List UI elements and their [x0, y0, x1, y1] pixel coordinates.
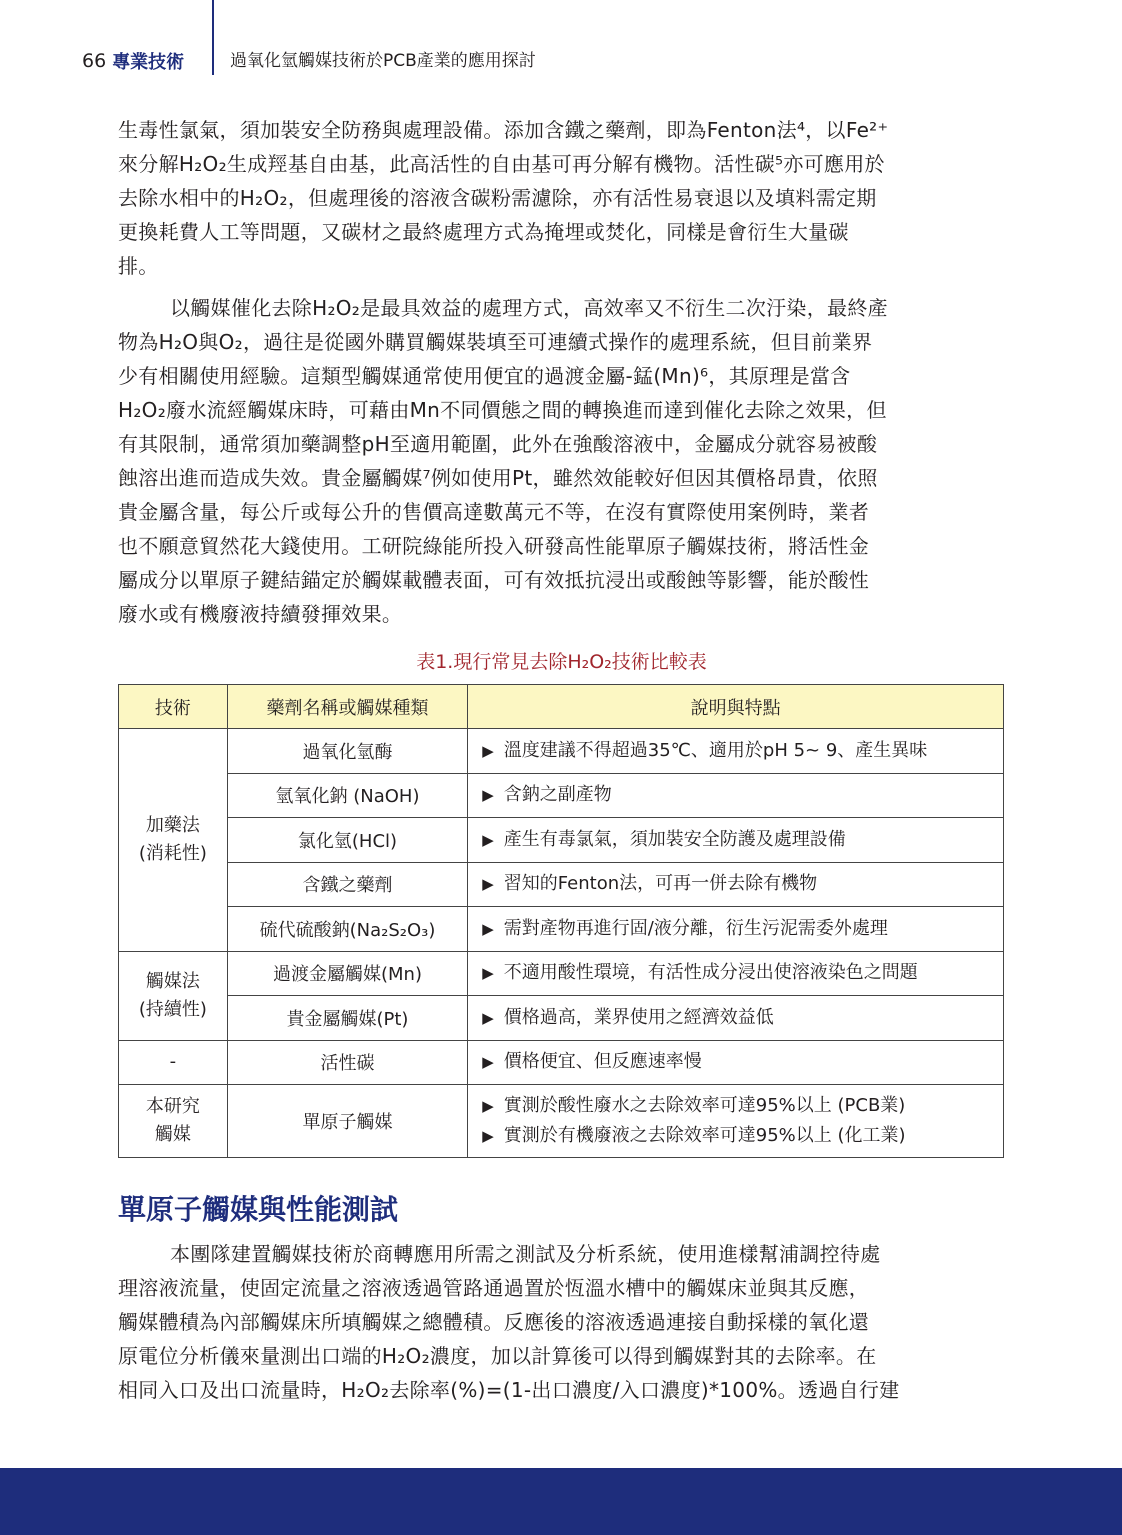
agent-cell: 貴金屬觸媒(Pt): [227, 996, 468, 1041]
text-line: 排。: [118, 254, 159, 278]
table-row: [119, 818, 1004, 863]
technique-label: 本研究: [145, 1096, 200, 1117]
technique-label: 觸媒: [154, 1124, 191, 1145]
bullet-arrow-icon: ▶: [482, 919, 494, 938]
agent-cell: 氫氧化鈉 (NaOH): [227, 773, 468, 818]
paragraph-2: [118, 291, 1005, 631]
text-line: 更換耗費人工等問題，又碳材之最終處理方式為掩埋或焚化，同樣是會衍生大量碳: [118, 220, 849, 244]
text-line: H₂O₂廢水流經觸媒床時，可藉由Mn不同價態之間的轉換進而達到催化去除之效果，但: [118, 398, 887, 422]
description-text: 價格便宜、但反應速率慢: [503, 1051, 702, 1073]
description-item: [482, 1091, 1003, 1121]
description-item: [482, 1121, 1003, 1151]
text-line: 來分解H₂O₂生成羥基自由基，此高活性的自由基可再分解有機物。活性碳⁵亦可應用於: [118, 152, 885, 176]
description-text: 產生有毒氯氣，須加裝安全防護及處理設備: [503, 828, 846, 850]
table-row: [119, 951, 1004, 996]
text-line: 貴金屬含量，每公斤或每公升的售價高達數萬元不等，在沒有實際使用案例時，業者: [118, 500, 870, 524]
table-row: [119, 1040, 1004, 1085]
description-text: 溫度建議不得超過35℃、適用於pH 5~ 9、產生異味: [503, 739, 928, 761]
text-line: 屬成分以單原子鍵結錨定於觸媒載體表面，可有效抵抗浸出或酸蝕等影響，能於酸性: [118, 568, 870, 592]
paragraph-3: [118, 1237, 1005, 1407]
comparison-table: [118, 684, 1004, 1158]
section-heading: 單原子觸媒與性能測試: [118, 1193, 399, 1226]
text-line: 理溶液流量，使固定流量之溶液透過管路通過置於恆溫水槽中的觸媒床並與其反應，: [118, 1276, 870, 1300]
description-cell: [468, 996, 1004, 1041]
text-line: 去除水相中的H₂O₂，但處理後的溶液含碳粉需濾除，亦有活性易衰退以及填料需定期: [118, 186, 877, 210]
page-header: [82, 46, 184, 76]
description-item: [482, 958, 1003, 988]
table-row: [119, 862, 1004, 907]
bullet-arrow-icon: ▶: [482, 741, 494, 760]
text-line: 觸媒體積為內部觸媒床所填觸媒之總體積。反應後的溶液透過連接自動採樣的氧化還: [118, 1310, 870, 1334]
description-text: 需對產物再進行固/液分離，衍生污泥需委外處理: [503, 917, 888, 939]
table-row: [119, 773, 1004, 818]
article-title: 過氧化氫觸媒技術於PCB產業的應用探討: [230, 51, 536, 71]
header-divider: [212, 0, 214, 75]
technique-cell: [119, 1040, 228, 1085]
text-line: 物為H₂O與O₂，過往是從國外購買觸媒裝填至可連續式操作的處理系統，但目前業界: [118, 330, 873, 354]
bullet-arrow-icon: ▶: [482, 875, 494, 894]
column-header-agent: 藥劑名稱或觸媒種類: [227, 685, 468, 729]
agent-cell: 硫代硫酸鈉(Na₂S₂O₃): [227, 907, 468, 952]
agent-cell: 氯化氫(HCl): [227, 818, 468, 863]
table-row: [119, 996, 1004, 1041]
technique-label: (消耗性): [138, 842, 207, 864]
description-item: [482, 1003, 1003, 1033]
bullet-arrow-icon: ▶: [482, 830, 494, 849]
technique-cell: [119, 729, 228, 952]
description-cell: [468, 1085, 1004, 1158]
agent-cell: 過渡金屬觸媒(Mn): [227, 951, 468, 996]
description-text: 不適用酸性環境，有活性成分浸出使溶液染色之問題: [503, 962, 918, 984]
description-cell: [468, 1040, 1004, 1085]
text-line: 蝕溶出進而造成失效。貴金屬觸媒⁷例如使用Pt，雖然效能較好但因其價格昂貴，依照: [118, 466, 878, 490]
page-number: 66: [82, 50, 107, 72]
technique-label: -: [169, 1051, 177, 1073]
bullet-arrow-icon: ▶: [482, 1008, 494, 1027]
paragraph-1: [118, 113, 1005, 283]
bullet-arrow-icon: ▶: [482, 786, 494, 805]
section-label: 專業技術: [112, 52, 185, 73]
description-cell: [468, 862, 1004, 907]
description-text: 含鈉之副產物: [503, 784, 612, 806]
text-line: 生毒性氯氣，須加裝安全防務與處理設備。添加含鐵之藥劑，即為Fenton法⁴，以Fe²⁺: [118, 118, 889, 142]
description-item: [482, 914, 1003, 944]
agent-cell: 過氧化氫酶: [227, 729, 468, 774]
description-item: [482, 780, 1003, 810]
bullet-arrow-icon: ▶: [482, 964, 494, 983]
text-line: 原電位分析儀來量測出口端的H₂O₂濃度，加以計算後可以得到觸媒對其的去除率。在: [118, 1344, 877, 1368]
description-item: [482, 869, 1003, 899]
description-cell: [468, 773, 1004, 818]
column-header-description: 說明與特點: [468, 685, 1004, 729]
table-header-row: [119, 685, 1004, 729]
description-text: 習知的Fenton法，可再一併去除有機物: [503, 873, 818, 895]
description-cell: [468, 818, 1004, 863]
text-line: 廢水或有機廢液持續發揮效果。: [118, 602, 403, 626]
technique-label: (持續性): [138, 998, 207, 1020]
description-cell: [468, 951, 1004, 996]
bullet-arrow-icon: ▶: [482, 1053, 494, 1072]
agent-cell: 活性碳: [227, 1040, 468, 1085]
description-cell: [468, 907, 1004, 952]
text-line: 也不願意貿然花大錢使用。工研院綠能所投入研發高性能單原子觸媒技術，將活性金: [118, 534, 870, 558]
description-cell: [468, 729, 1004, 774]
table-row: [119, 729, 1004, 774]
column-header-technique: 技術: [119, 685, 228, 729]
table-row: [119, 1085, 1004, 1158]
technique-label: 觸媒法: [145, 970, 200, 992]
text-line: 少有相關使用經驗。這類型觸媒通常使用便宜的過渡金屬-錳(Mn)⁶，其原理是當含: [118, 364, 851, 388]
text-line: 有其限制，通常須加藥調整pH至適用範圍，此外在強酸溶液中，金屬成分就容易被酸: [118, 432, 878, 456]
agent-cell: 含鐵之藥劑: [227, 862, 468, 907]
technique-cell: [119, 951, 228, 1040]
text-line: 以觸媒催化去除H₂O₂是最具效益的處理方式，高效率又不衍生二次汙染，最終產: [170, 296, 888, 320]
text-line: 本團隊建置觸媒技術於商轉應用所需之測試及分析系統，使用進樣幫浦調控待處: [170, 1242, 881, 1266]
description-item: [482, 825, 1003, 855]
table-caption: 表1.現行常見去除H₂O₂技術比較表: [416, 651, 707, 673]
description-text: 實測於酸性廢水之去除效率可達95%以上 (PCB業): [503, 1095, 906, 1116]
agent-cell: 單原子觸媒: [227, 1085, 468, 1158]
footer-bar: [0, 1468, 1122, 1535]
description-item: [482, 736, 1003, 766]
technique-label: 加藥法: [145, 814, 200, 836]
description-item: [482, 1047, 1003, 1077]
description-text: 價格過高，業界使用之經濟效益低: [503, 1006, 774, 1028]
description-text: 實測於有機廢液之去除效率可達95%以上 (化工業): [503, 1125, 906, 1146]
text-line: 相同入口及出口流量時，H₂O₂去除率(%)=(1-出口濃度/入口濃度)*100%。透過自行建: [118, 1378, 900, 1402]
bullet-arrow-icon: ▶: [482, 1097, 494, 1115]
technique-cell: [119, 1085, 228, 1158]
bullet-arrow-icon: ▶: [482, 1127, 494, 1145]
table-row: [119, 907, 1004, 952]
